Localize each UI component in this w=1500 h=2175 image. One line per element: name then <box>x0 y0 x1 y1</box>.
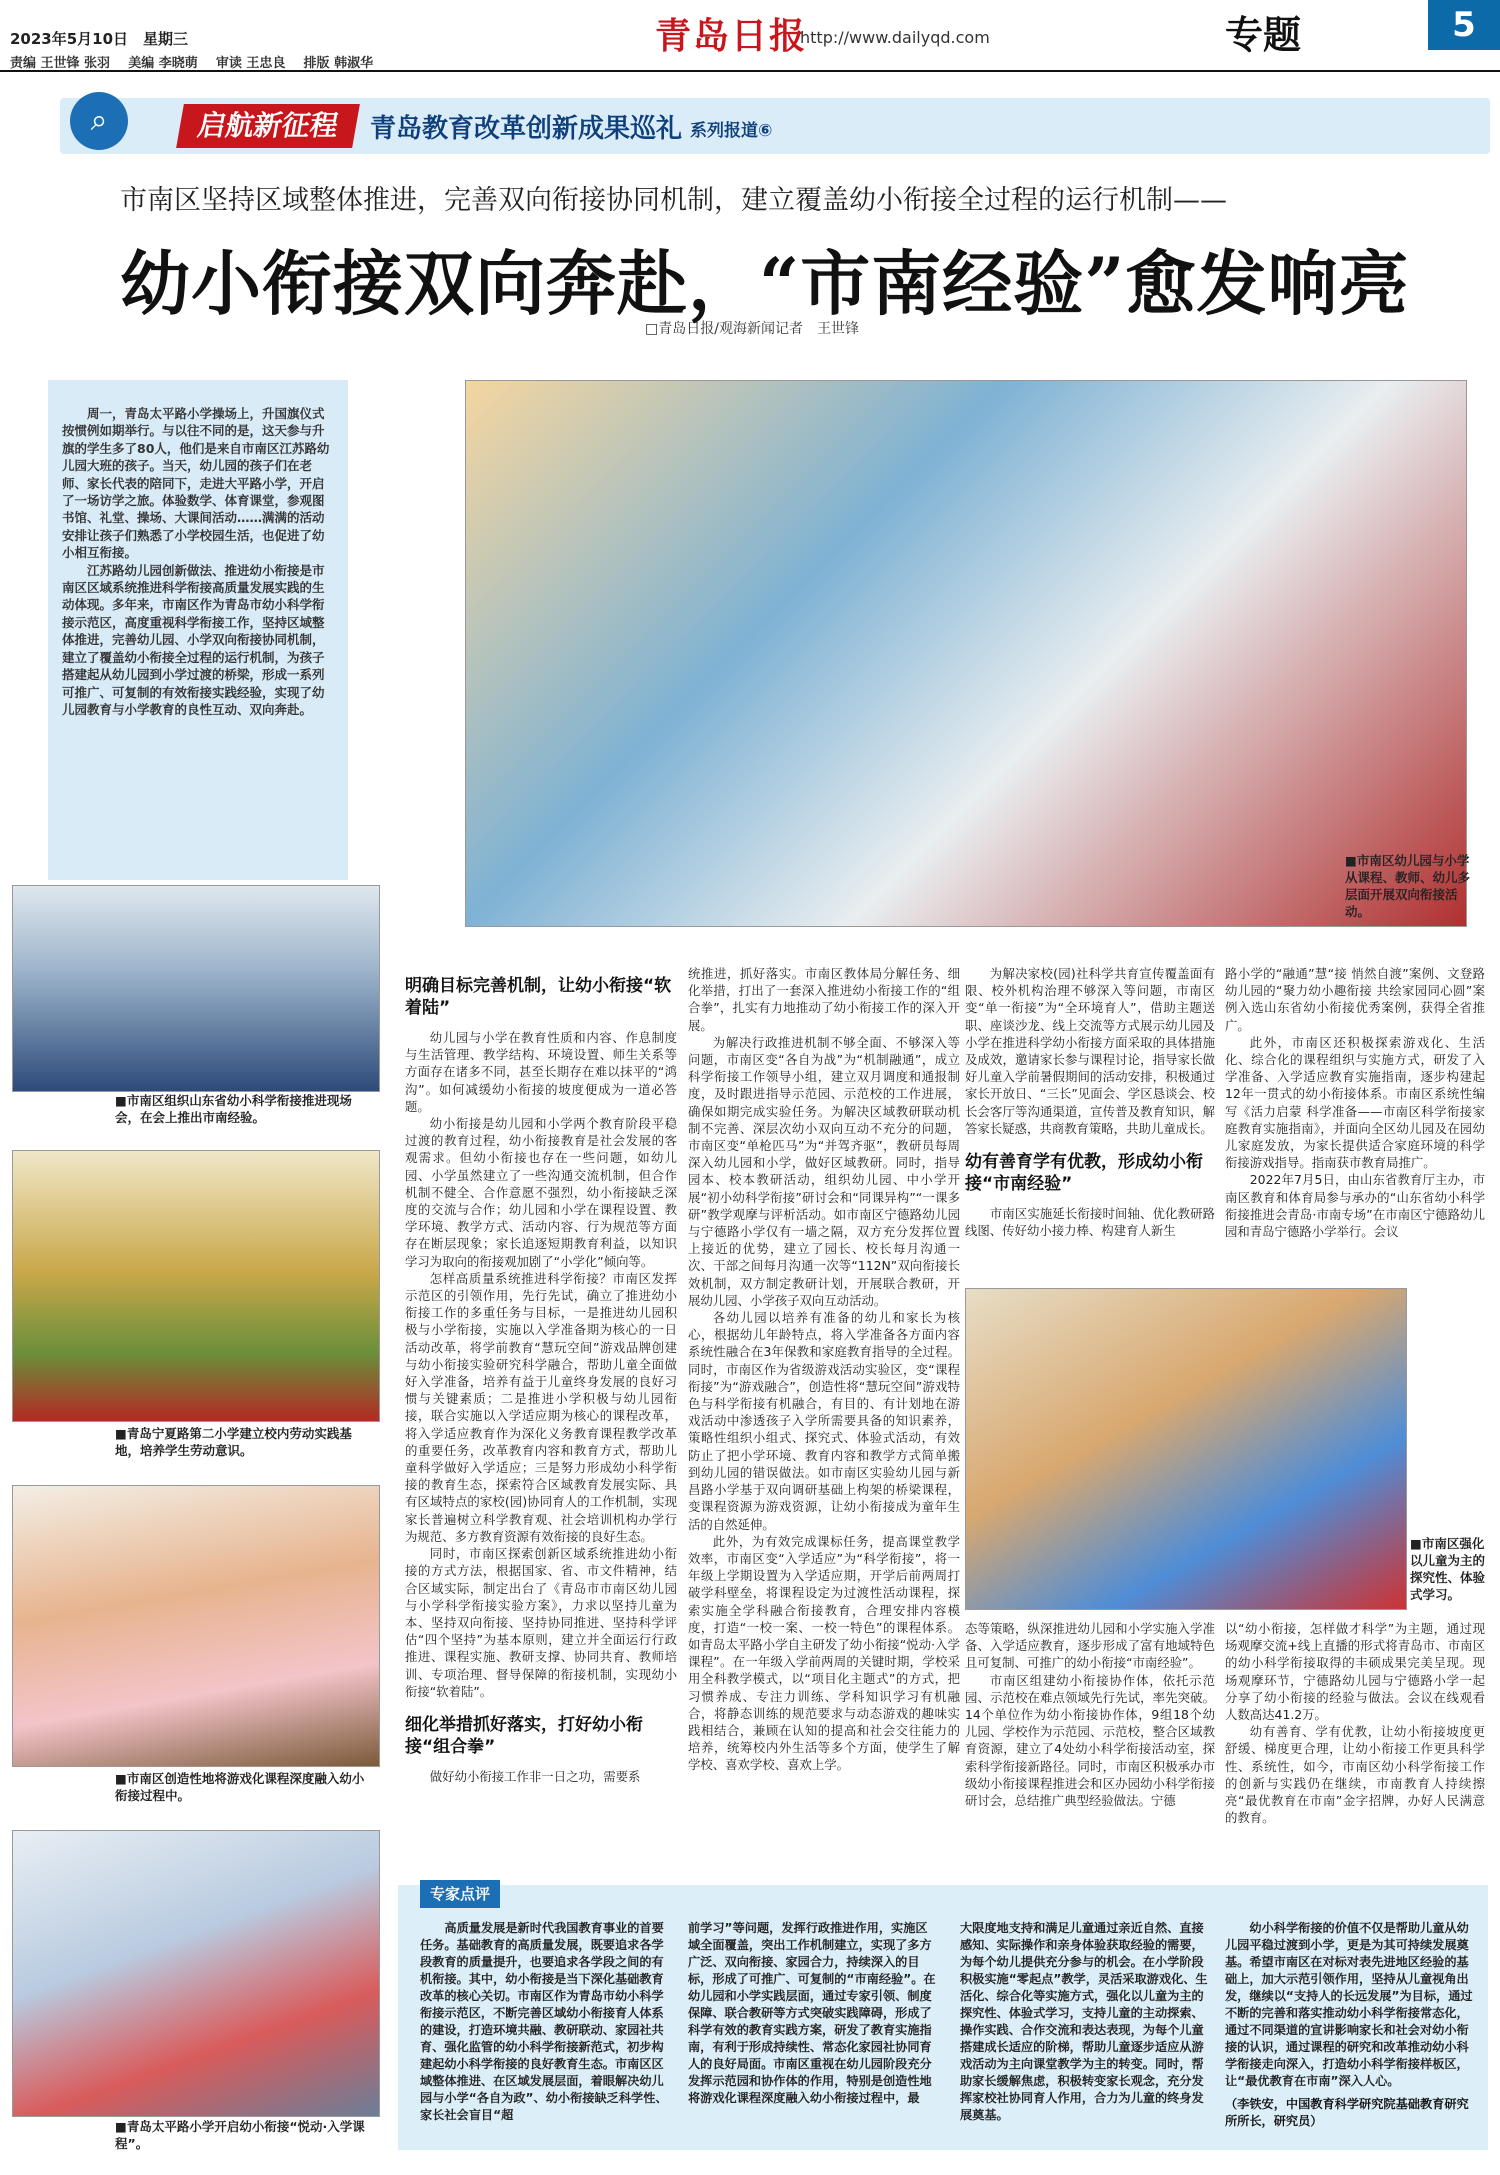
expert-comment-label: 专家点评 <box>420 1880 500 1908</box>
issue-date: 2023年5月10日 星期三 <box>10 30 189 48</box>
body-paragraph: 幼小衔接是幼儿园和小学两个教育阶段平稳过渡的教育过程，幼小衔接教育是社会发展的客观需求。但幼小衔接也存在一些问题，如幼儿园、小学虽然建立了一些沟通交流机制，但合作机制不健全、合作意愿不强烈，幼小衔接缺乏深度的交流与合作；幼儿园和小学在课程设置、教学环境、教学方式、活动内容、行为规范等方面存在断层现象；家长追逐短期教育利益，以知识学习为取向的衔接观加剧了“小学化”倾向等。 <box>405 1116 677 1269</box>
body-paragraph: 2022年7月5日，由山东省教育厅主办，市南区教育和体育局参与承办的“山东省幼小科学衔接推进会青岛·市南专场”在市南区宁德路幼儿园和青岛宁德路小学举行。会议 <box>1225 1172 1485 1240</box>
lead-paragraph: 江苏路幼儿园创新做法、推进幼小衔接是市南区区域系统推进科学衔接高质量发展实践的生动体现。多年来，市南区作为青岛市幼小科学衔接示范区，高度重视科学衔接工作，坚持区域整体推进，完善幼儿园、小学双向衔接协同机制，建立了覆盖幼小衔接全过程的运行机制，为孩子搭建起从幼儿园到小学过渡的桥梁，形成一系列可推广、可复制的有效衔接实践经验，实现了幼儿园教育与小学教育的良性互动、双向奔赴。 <box>62 562 325 717</box>
body-paragraph: 同时，市南区探索创新区域系统推进幼小衔接的方式方法，根据国家、省、市文件精神，结合区域实际，制定出台了《青岛市市南区幼儿园与小学科学衔接实验方案》，力求以坚持儿童为本、坚持双向衔接、坚持协同推进、坚持科学评估“四个坚持”为基本原则，建立并全面运行行政推进、课程实施、教研支撑、协同共育、教师培训、专项治理、督导保障的衔接机制，实现幼小衔接“软着陆”。 <box>405 1546 677 1699</box>
body-paragraph: 态等策略，纵深推进幼儿园和小学实施入学准备、入学适应教育，逐步形成了富有地域特色且可复制、可推广的幼小衔接“市南经验”。 <box>965 1621 1215 1671</box>
credit-layout: 排版 韩淑华 <box>303 56 374 71</box>
body-column-4-bottom <box>1225 1620 1485 1860</box>
expert-column-4 <box>1225 1920 1480 2145</box>
body-paragraph: 怎样高质量系统推进科学衔接？市南区发挥示范区的引领作用，先行先试，确立了推进幼小衔接工作的多重任务与目标，一是推进幼儿园积极与小学衔接，实施以入学准备期为核心的一日活动改革，将学前教育“慧玩空间”游戏品牌创建与幼小衔接实验研究科学融合，帮助儿童全面做好入学准备，培养有益于儿童终身发展的良好习惯与关键素质；二是推进小学积极与幼儿园衔接，联合实施以入学适应期为核心的课程改革，将入学适应教育作为深化义务教育课程教学改革的重要任务，改革教育内容和教育方式，帮助儿童科学做好入学适应；三是努力形成幼小科学衔接的教育生态，探索符合区域教育发展实际、具有区域特点的家校(园)协同育人的工作机制，实现家长普遍树立科学教育观、社会培训机构办学行为规范、多方教育资源有效衔接的良好生态。 <box>405 1270 677 1544</box>
expert-paragraph: 大限度地支持和满足儿童通过亲近自然、直接感知、实际操作和亲身体验获取经验的需要，为每个幼儿提供充分参与的机会。在小学阶段积极实施“零起点”教学，灵活采取游戏化、生活化、综合化等实施方式，强化以儿童为主的探究性、体验式学习，支持儿童的主动探索、操作实践、合作交流和表达表现，为每个儿童搭建成长适应的阶梯，帮助儿童逐步适应从游戏活动为主向课堂教学为主的转变。同时，帮助家长缓解焦虑，积极转变家长观念，充分发挥家校社协同育人作用，合力为儿童的终身发展奠基。 <box>960 1921 1208 2122</box>
lead-paragraph: 周一，青岛太平路小学操场上，升国旗仪式按惯例如期举行。与以往不同的是，这天参与升旗的学生多了80人，他们是来自市南区江苏路幼儿园大班的孩子。当天，幼儿园的孩子们在老师、家长代表的陪同下，走进大平路小学，开启了一场访学之旅。体验数学、体育课堂，参观图书馆、礼堂、操场、大课间活动……满满的活动安排让孩子们熟悉了小学校园生活，也促进了幼小相互衔接。 <box>62 406 330 561</box>
body-column-1 <box>405 975 677 1865</box>
body-paragraph: 市南区实施延长衔接时间轴、优化教研路线图、传好幼小接力棒、构建育人新生 <box>965 1206 1215 1239</box>
body-paragraph: 统推进，抓好落实。市南区教体局分解任务、细化举措，打出了一套深入推进幼小衔接工作的“组合拳”，扎实有力地推动了幼小衔接工作的深入开展。 <box>688 966 960 1033</box>
credit-reviewer: 审读 王忠良 <box>215 56 286 71</box>
expert-column-1 <box>420 1920 670 2145</box>
body-paragraph: 市南区组建幼小衔接协作体，依托示范园、示范校在难点领域先行先试，率先突破。14个单位作为幼小衔接协作体，9组18个幼儿园、学校作为示范园、示范校，整合区域教育资源，建立了4处幼小科学衔接活动室，探索科学衔接新路径。同时，市南区积极承办市级幼小衔接课程推进会和区办园幼小科学衔接研讨会，总结推广典型经验做法。宁德 <box>965 1672 1215 1809</box>
body-paragraph: 为解决家校(园)社科学共育宣传覆盖面有限、校外机构治理不够深入等问题，市南区变“单一衔接”为“全环境育人”，借助主题送职、座谈沙龙、线上交流等方式展示幼儿园及小学在推进科学幼小衔接方面采取的具体措施及成效，邀请家长参与课程讨论，指导家长做好儿童入学前暑假期间的活动安排，积极通过家长开放日、“三长”见面会、学区恳谈会、校长会客厅等沟通渠道，宣传普及教育知识，解答家长疑惑，共商教育策略，共助儿童成长。 <box>965 966 1215 1136</box>
expert-paragraph: 前学习”等问题，发挥行政推进作用，实施区域全面覆盖，突出工作机制建立，实现了多方广泛、双向衔接、家园合力，持续深入的目标，形成了可推广、可复制的“市南经验”。在幼儿园和小学实践层面，通过专家引领、制度保障、联合教研等方式突破实践障碍，形成了科学有效的教育实践方案，研发了教育实施指南，有利于形成持续性、常态化家园社协同育人的良好局面。市南区重视在幼儿园阶段充分发挥示范园和协作体的作用，特别是创造性地将游戏化课程深度融入幼小衔接过程中，最 <box>688 1921 936 2105</box>
section-heading: 细化举措抓好落实，打好幼小衔接“组合拳” <box>405 1714 643 1757</box>
photo-main <box>465 380 1467 927</box>
article-subhead: 市南区坚持区域整体推进，完善双向衔接协同机制，建立覆盖幼小衔接全过程的运行机制—— <box>120 185 1227 216</box>
expert-paragraph: 高质量发展是新时代我国教育事业的首要任务。基础教育的高质量发展，既要追求各学段教育的质量提升，也要追求各学段之间的有机衔接。其中，幼小衔接是当下深化基础教育改革的核心关切。市南区作为青岛市幼小科学衔接示范区，不断完善区域幼小衔接育人体系的建设，打造环境共融、教研联动、家园社共育、强化监管的幼小科学衔接新范式，初步构建起幼小科学衔接的良好教育生态。市南区区域整体推进、在区域发展层面，着眼解决幼儿园与小学“各自为政”、幼小衔接缺乏科学性、家长社会盲目“超 <box>420 1921 668 2122</box>
section-heading: 明确目标完善机制，让幼小衔接“软着陆” <box>405 976 672 1018</box>
caption-kids: ■ 市南区强化以儿童为主的探究性、体验式学习。 <box>1410 1535 1490 1603</box>
caption-classroom: ■ 青岛太平路小学开启幼小衔接“悦动·入学课程”。 <box>115 2118 375 2152</box>
photo-conference <box>12 885 380 1092</box>
body-paragraph: 为解决行政推进机制不够全面、不够深入等问题，市南区变“各自为战”为“机制融通”，成立科学衔接工作领导小组，建立双月调度和通报制度，及时跟进指导示范园、示范校的工作进展，确保如期完成实验任务。为解决区域教研联动机制不完善、深层次幼小双向互动不充分的问题，市南区变“单枪匹马”为“并驾齐驱”，教研员每周深入幼儿园和小学，做好区域教研。同时，指导园本、校本教研活动，组织幼儿园、中小学开展“初小幼科学衔接”研讨会和“同课异构”“一课多研”教学观摩与评析活动。如市南区宁德路幼儿园与宁德路小学仅有一墙之隔，双方充分发挥位置上接近的优势，建立了园长、校长每月沟通一次、干部之间每月沟通一次等“112N”双向衔接长效机制，双方制定教研计划，开展联合教研，开展幼儿园、小学孩子双向互动活动。 <box>688 1034 960 1308</box>
series-name: 启航新征程 <box>176 104 360 148</box>
body-paragraph: 幼有善育、学有优教，让幼小衔接坡度更舒缓、梯度更合理，让幼小衔接工作更具科学性、系统性，如今，市南区幼小科学衔接工作的创新与实践仍在继续，市南教育人持续擦亮“最优教育在市南”金字招牌，办好人民满意的教育。 <box>1225 1724 1485 1826</box>
credit-designer: 美编 李晓萌 <box>128 56 198 71</box>
magnifier-icon: ⌕ <box>70 92 128 150</box>
section-heading: 幼有善育学有优教，形成幼小衔接“市南经验” <box>965 1152 1203 1195</box>
body-column-2 <box>688 965 960 1855</box>
article-byline: □青岛日报/观海新闻记者 王世锋 <box>645 321 859 337</box>
caption-garden: ■ 青岛宁夏路第二小学建立校内劳动实践基地，培养学生劳动意识。 <box>115 1425 375 1459</box>
credit-editor: 责编 王世锋 张羽 <box>10 56 111 71</box>
section-name: 专题 <box>1225 12 1302 57</box>
series-tag: 系列报道⑥ <box>690 121 773 141</box>
series-title: 青岛教育改革创新成果巡礼 <box>370 114 683 144</box>
caption-conference: ■ 市南区组织山东省幼小科学衔接推进现场会，在会上推出市南经验。 <box>115 1092 375 1126</box>
expert-paragraph: 幼小科学衔接的价值不仅是帮助儿童从幼儿园平稳过渡到小学，更是为其可持续发展奠基。希望市南区在对标对表先进地区经验的基础上，加大示范引领作用，坚持从儿童视角出发，继续以“支持人的长远发展”为目标，通过不断的完善和落实推动幼小科学衔接常态化，通过不同渠道的宣讲影响家长和社会对幼小衔接的认识，通过课程的研究和改革推动幼小科学衔接走向深入，打造幼小科学衔接样板区，让“最优教育在市南”深入人心。 <box>1225 1921 1473 2088</box>
editor-credits <box>10 52 373 71</box>
body-paragraph: 幼儿园与小学在教育性质和内容、作息制度与生活管理、教学结构、环境设置、师生关系等方面存在诸多不同，甚至长期存在难以抹平的“鸿沟”。如何减缓幼小衔接的坡度便成为一道必答题。 <box>405 1030 677 1114</box>
newspaper-url[interactable]: http://www.dailyqd.com <box>800 28 990 47</box>
photo-play <box>12 1485 380 1767</box>
caption-play: ■ 市南区创造性地将游戏化课程深度融入幼小衔接过程中。 <box>115 1770 375 1804</box>
expert-column-2 <box>688 1920 938 2145</box>
body-paragraph: 做好幼小衔接工作非一日之功，需要系 <box>429 1768 641 1784</box>
body-paragraph: 各幼儿园以培养有准备的幼儿和家长为核心，根据幼儿年龄特点，将入学准备各方面内容系统性融合在3年保教和家庭教育指导的全过程。同时，市南区作为省级游戏活动实验区，变“课程衔接”为“游戏融合”，创造性将“慧玩空间”游戏特色与科学衔接有机融合，有目的、有计划地在游戏活动中渗透孩子入学所需要具备的知识素养，策略性组织小组式、探究式、体验式活动，有效防止了把小学环境、教育内容和教学方式简单搬到幼儿园的错误做法。如市南区实验幼儿园与新昌路小学基于双向调研基础上构架的桥梁课程，变课程资源为游戏资源，让幼小衔接成为童年生活的自然延伸。 <box>688 1310 960 1532</box>
page-number: 5 <box>1428 0 1500 50</box>
body-paragraph: 路小学的“融通”慧“接 悄然自渡”案例、文登路幼儿园的“聚力幼小趣衔接 共绘家园同心圆”案例入选山东省幼小衔接优秀案例，获得全省推广。 <box>1225 966 1485 1033</box>
newspaper-logo: 青岛日报 <box>655 15 808 57</box>
body-paragraph: 此外，为有效完成课标任务，提高课堂教学效率，市南区变“入学适应”为“科学衔接”，将一年级上学期设置为入学适应期，开学后前两周打破学科壁垒，将课程设定为过渡性活动课程，探索实施全学科融合衔接教育，合理安排内容模度，打造“一校一案、一校一特色”的课程体系。如青岛太平路小学自主研发了幼小衔接“悦动·入学课程”。在一年级入学前两周的关键时期，学校采用全科教学模式，以“项目化主题式”的方式，把习惯养成、专注力训练、学科知识学习有机融合，将静态训练的规范要求与动态游戏的趣味实践相结合，兼顾在认知的提高和社会交往能力的培养，统筹校内外生活等多个方面，使学生了解学校、喜欢学校、喜欢上学。 <box>688 1533 960 1773</box>
article-headline: 幼小衔接双向奔赴，“市南经验”愈发响亮 <box>120 242 1410 325</box>
body-paragraph: 以“幼小衔接，怎样做才科学”为主题，通过现场观摩交流+线上直播的形式将青岛市、市南区的幼小科学衔接取得的丰硕成果完美呈现。现场观摩环节，宁德路幼儿园与宁德路小学一起分享了幼小衔接的经验与做法。会议在线观看人数高达41.2万。 <box>1225 1621 1485 1723</box>
body-column-4-top <box>1225 965 1485 1270</box>
caption-main: ■ 市南区幼儿园与小学从课程、教师、幼儿多层面开展双向衔接活动。 <box>1345 852 1475 920</box>
expert-column-3 <box>960 1920 1210 2145</box>
body-paragraph: 此外，市南区还积极探索游戏化、生活化、综合化的课程组织与实施方式，研发了入学准备、入学适应教育实施指南，逐步构建起12年一贯式的幼小衔接体系。市南区系统性编写《活力启蒙 科学准备——市南区科学衔接家庭教育实施指南》，并面向全区幼儿园及在园幼儿家庭发放，为家长提供适合家庭环境的科学衔接游戏指导。指南获市教育局推广。 <box>1225 1034 1485 1171</box>
photo-garden <box>12 1150 380 1422</box>
photo-classroom <box>12 1830 380 2117</box>
body-column-3-bottom <box>965 1620 1215 1860</box>
body-column-3-top <box>965 965 1215 1270</box>
lead-text-block <box>62 405 334 718</box>
photo-kids <box>965 1288 1407 1610</box>
expert-signature: （李铁安，中国教育科学研究院基础教育研究所所长，研究员） <box>1225 2097 1469 2128</box>
